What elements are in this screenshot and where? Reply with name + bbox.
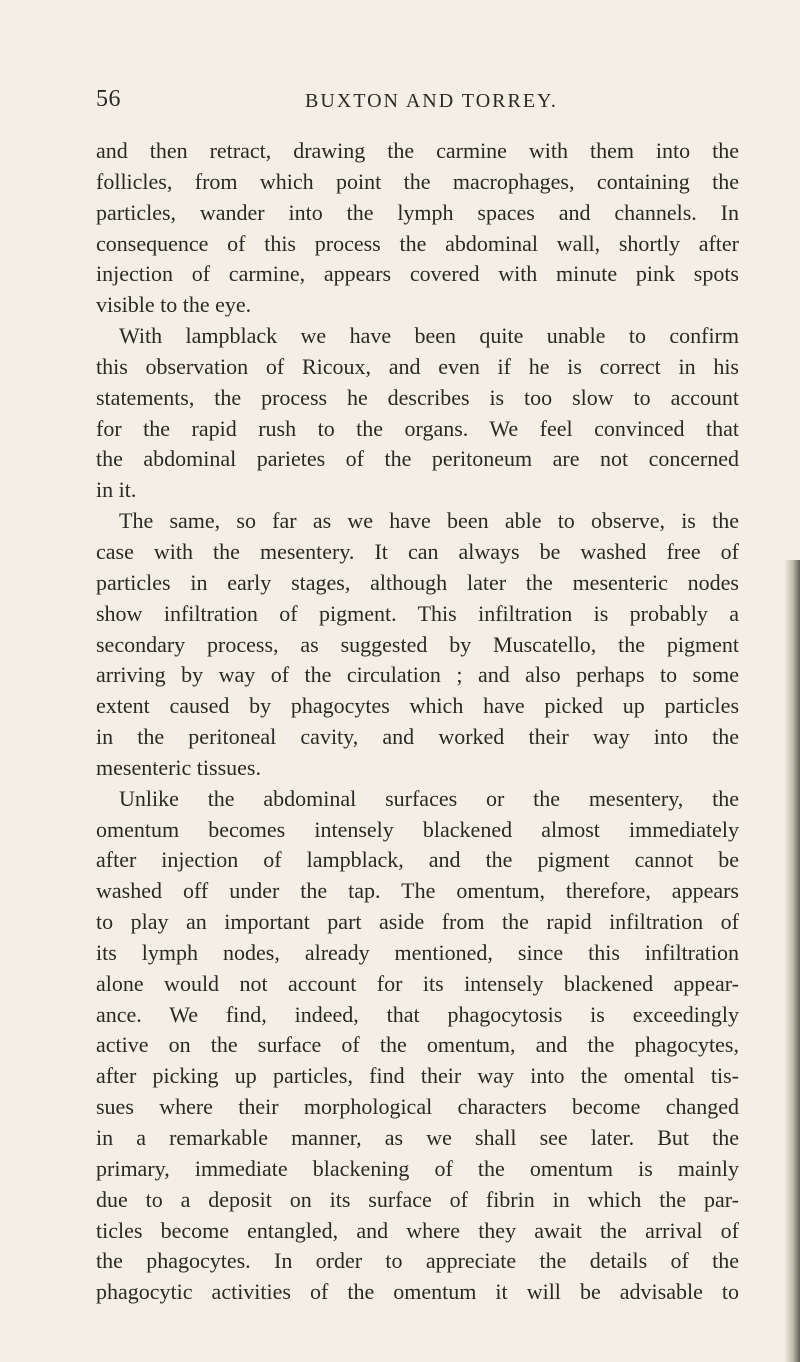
text-line: Unlike the abdominal surfaces or the mesentery, the [119,785,739,811]
text-line: for the rapid rush to the organs. We feel convinced that [96,415,739,441]
text-line: and then retract, drawing the carmine with them into the [96,138,739,163]
text-line: visible to the eye. [96,292,252,318]
text-line: the phagocytes. In order to appreciate the details of the [96,1248,739,1274]
text-line: in the peritoneal cavity, and worked their way into the [96,724,739,750]
text-line: show infiltration of pigment. This infiltration is probably a [96,600,739,626]
text-line: ticles become entangled, and where they await the arrival of [96,1217,739,1243]
text-line: omentum becomes intensely blackened almost immediately [96,816,739,842]
text-line: statements, the process he describes is too slow to account [96,384,739,410]
text-line: ance. We find, indeed, that phagocytosis is exceedingly [96,1001,739,1027]
text-line: alone would not account for its intensely blackened appear- [96,970,739,996]
text-line: With lampblack we have been quite unable to confirm [119,323,739,349]
page-header [0,86,800,126]
text-line: consequence of this process the abdominal wall, shortly after [96,230,739,256]
text-line: after injection of lampblack, and the pigment cannot be [96,847,739,873]
text-line: follicles, from which point the macrophages, containing the [96,168,739,194]
text-line: extent caused by phagocytes which have picked up particles [96,693,739,719]
text-line: particles in early stages, although later the mesenteric nodes [96,569,739,595]
text-line: the abdominal parietes of the peritoneum are not concerned [96,446,739,472]
page-edge-shadow [784,560,800,1362]
text-line: this observation of Ricoux, and even if he is correct in his [96,353,739,379]
running-head: BUXTON AND TORREY. [305,90,558,112]
text-line: The same, so far as we have been able to observe, is the [119,508,739,534]
text-line: arriving by way of the circulation ; and also perhaps to some [96,662,739,688]
text-line: its lymph nodes, already mentioned, since this infiltration [96,939,739,965]
body-text [96,136,739,1308]
text-line: active on the surface of the omentum, and the phagocytes, [96,1032,739,1058]
text-line: washed off under the tap. The omentum, therefore, appears [96,878,739,904]
text-line: secondary process, as suggested by Muscatello, the pigment [96,631,739,657]
text-line: after picking up particles, find their way into the omental tis- [96,1063,739,1089]
text-line: sues where their morphological characters become changed [96,1094,739,1120]
text-line: due to a deposit on its surface of fibrin in which the par- [96,1186,739,1212]
text-line: phagocytic activities of the omentum it will be advisable to [96,1279,739,1305]
text-line: particles, wander into the lymph spaces and channels. In [96,199,739,225]
text-line: in it. [96,477,137,503]
text-line: primary, immediate blackening of the omentum is mainly [96,1155,739,1181]
text-line: in a remarkable manner, as we shall see later. But the [96,1125,739,1150]
text-line: mesenteric tissues. [96,754,261,780]
text-line: case with the mesentery. It can always be washed free of [96,538,739,564]
text-line: to play an important part aside from the rapid infiltration of [96,909,739,935]
text-line: injection of carmine, appears covered with minute pink spots [96,261,739,287]
page-number: 56 [96,86,121,112]
